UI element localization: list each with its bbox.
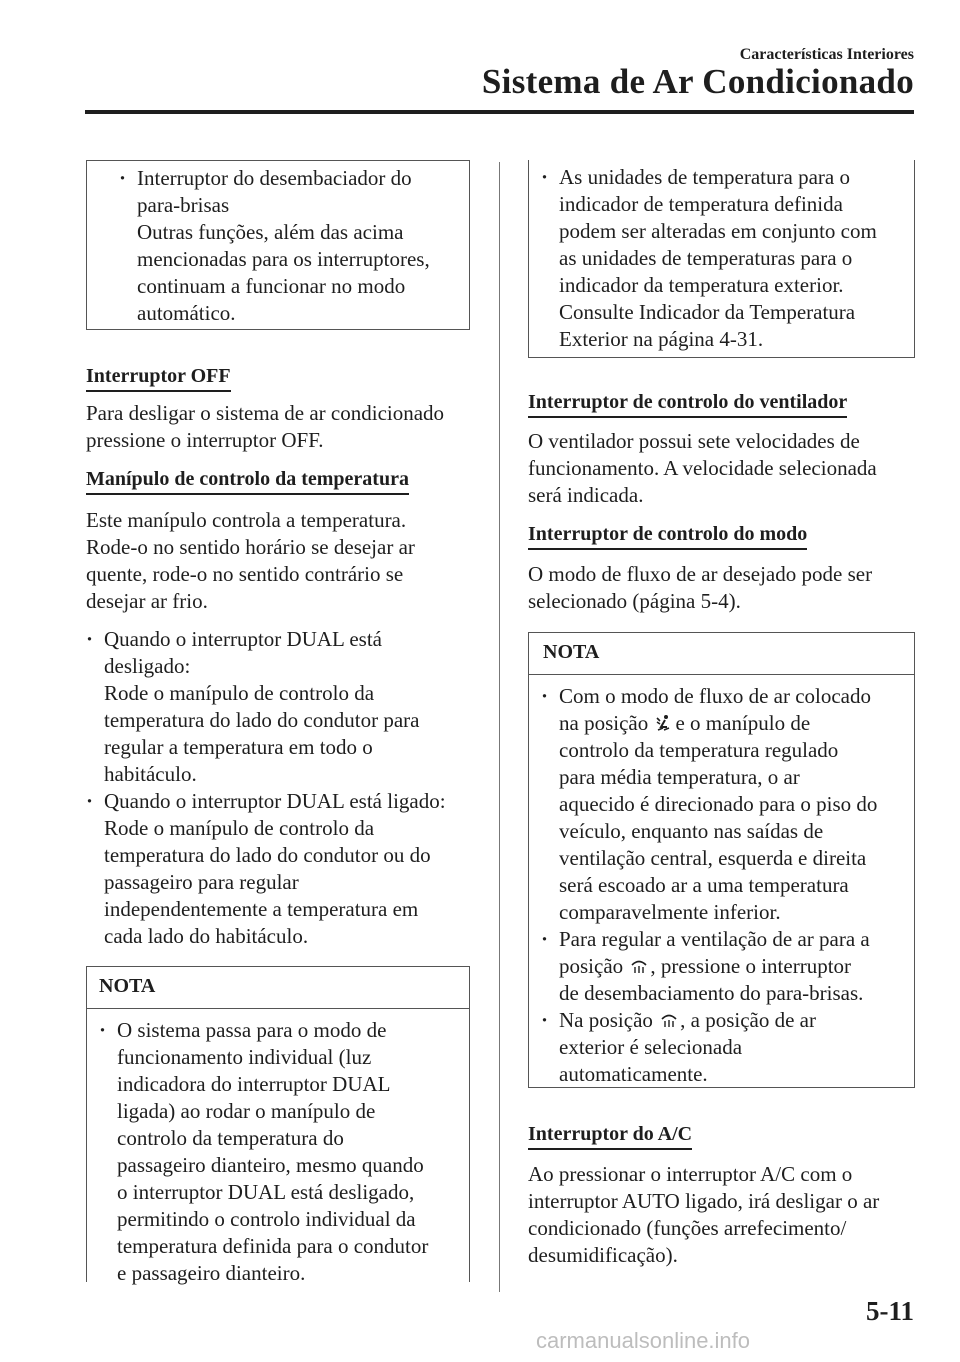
- text-line: O modo de fluxo de ar desejado pode ser: [528, 562, 873, 586]
- text-line: desligado:: [104, 654, 191, 678]
- text-line: continuam a funcionar no modo: [137, 274, 406, 298]
- text-line: temperatura do lado do condutor para: [104, 708, 420, 732]
- text-line: permitindo o controlo individual da: [117, 1207, 416, 1231]
- text-line: Rode o manípulo de controlo da: [104, 816, 375, 840]
- note-bullet: [97, 1017, 469, 1287]
- text-line: podem ser alteradas em conjunto com: [559, 219, 877, 243]
- text-line: [559, 953, 914, 980]
- text-line: Consulte Indicador da Temperatura: [559, 300, 856, 324]
- text-line: ligada) ao rodar o manípulo de: [117, 1099, 376, 1123]
- text-line: independentemente a temperatura em: [104, 897, 419, 921]
- header-rule: [85, 110, 914, 114]
- note-bullet: [117, 165, 461, 192]
- text-line: automático.: [137, 301, 236, 325]
- text-line: desejar ar frio.: [86, 589, 208, 613]
- note-title: NOTA: [543, 641, 600, 663]
- text-line: pressione o interruptor OFF.: [86, 428, 324, 452]
- text-line: automaticamente.: [559, 1062, 708, 1086]
- temperature-bullets: [84, 626, 484, 950]
- text-line: regular a temperatura em todo o: [104, 735, 373, 759]
- text-line: Este manípulo controla a temperatura.: [86, 508, 407, 532]
- text-fragment: e o manípulo de: [675, 711, 811, 735]
- text-line: exterior é selecionada: [559, 1035, 743, 1059]
- text-line: · As unidades de temperatura para o: [559, 165, 850, 189]
- text-line: Para desligar o sistema de ar condicionado: [86, 401, 445, 425]
- text-line: temperatura definida para o condutor: [117, 1234, 429, 1258]
- text-line: as unidades de temperaturas para o: [559, 246, 853, 270]
- text-line: Rode-o no sentido horário se desejar ar: [86, 535, 415, 559]
- text-line: desumidificação).: [528, 1243, 678, 1267]
- text-line: e passageiro dianteiro.: [117, 1261, 306, 1285]
- text-fragment: , a posição de ar: [680, 1008, 816, 1032]
- text-line: quente, rode-o no sentido contrário se: [86, 562, 404, 586]
- page-number: 5-11: [865, 1296, 914, 1326]
- text-line: de desembaciamento do para-brisas.: [559, 981, 864, 1005]
- note-bullet: [539, 1007, 914, 1088]
- text-line: para média temperatura, o ar: [559, 765, 800, 789]
- text-line: · Quando o interruptor DUAL está: [104, 627, 382, 651]
- note-box-right: [528, 632, 915, 1088]
- text-line: [559, 1007, 914, 1034]
- text-line: interruptor AUTO ligado, irá desligar o ar: [528, 1189, 880, 1213]
- text-line: comparavelmente inferior.: [559, 900, 781, 924]
- page-title: Sistema de Ar Condicionado: [481, 62, 914, 101]
- note-title: NOTA: [99, 975, 156, 997]
- text-fragment: posição: [559, 954, 624, 978]
- text-line: Exterior na página 4-31.: [559, 327, 764, 351]
- text-line: indicadora do interruptor DUAL: [117, 1072, 391, 1096]
- text-line: [559, 710, 914, 737]
- text-line: temperatura do lado do condutor ou do: [104, 843, 431, 867]
- text-line: · Interruptor do desembaciador do: [137, 166, 412, 190]
- text-line: será indicada.: [528, 483, 644, 507]
- windshield-defrost-icon: [630, 957, 648, 975]
- text-line: o interruptor DUAL está desligado,: [117, 1180, 415, 1204]
- bullet-dual-on: [84, 788, 484, 950]
- text-line: para-brisas: [137, 193, 230, 217]
- continued-note-box: [86, 160, 470, 330]
- note-bullet: [539, 683, 914, 926]
- text-line: ventilação central, esquerda e direita: [559, 846, 867, 870]
- text-line: Rode o manípulo de controlo da: [104, 681, 375, 705]
- mode-paragraph: [528, 561, 872, 615]
- text-fragment: , pressione o interruptor: [650, 954, 852, 978]
- note-bullet: [539, 164, 908, 353]
- fan-paragraph: [528, 428, 877, 509]
- text-line: O ventilador possui sete velocidades de: [528, 429, 860, 453]
- text-line: mencionadas para os interruptores,: [137, 247, 430, 271]
- text-line: controlo da temperatura regulado: [559, 738, 839, 762]
- section-label: Características Interiores: [739, 46, 914, 63]
- text-line: · Para regular a ventilação de ar para a: [559, 927, 870, 951]
- text-line: passageiro dianteiro, mesmo quando: [117, 1153, 424, 1177]
- text-line: aquecido é direcionado para o piso do: [559, 792, 878, 816]
- heading-temperature: Manípulo de controlo da temperatura: [86, 467, 409, 495]
- text-line: condicionado (funções arrefecimento/: [528, 1216, 847, 1240]
- text-line: indicador de temperatura definida: [559, 192, 843, 216]
- text-line: · Quando o interruptor DUAL está ligado:: [104, 789, 446, 813]
- text-line: selecionado (página 5-4).: [528, 589, 741, 613]
- column-divider: [499, 162, 500, 1292]
- heading-mode: Interruptor de controlo do modo: [528, 522, 807, 550]
- text-line: cada lado do habitáculo.: [104, 924, 309, 948]
- text-line: funcionamento. A velocidade selecionada: [528, 456, 877, 480]
- note-box-left: [86, 966, 470, 1285]
- ac-paragraph: [528, 1161, 879, 1269]
- text-line: indicador da temperatura exterior.: [559, 273, 844, 297]
- note-bullet: [539, 926, 914, 1007]
- text-fragment: na posição: [559, 711, 649, 735]
- text-line: passageiro para regular: [104, 870, 299, 894]
- off-paragraph: [86, 400, 444, 454]
- text-line: Ao pressionar o interruptor A/C com o: [528, 1162, 853, 1186]
- text-line: será escoado ar a uma temperatura: [559, 873, 849, 897]
- heading-fan: Interruptor de controlo do ventilador: [528, 390, 847, 418]
- units-note-box: [528, 160, 915, 358]
- text-fragment: Na posição: [559, 1008, 653, 1032]
- text-line: controlo da temperatura do: [117, 1126, 344, 1150]
- heading-ac: Interruptor do A/C: [528, 1122, 692, 1150]
- text-line: veículo, enquanto nas saídas de: [559, 819, 824, 843]
- text-line: habitáculo.: [104, 762, 197, 786]
- watermark: carmanualsonline.info: [536, 1328, 751, 1353]
- text-line: funcionamento individual (luz: [117, 1045, 372, 1069]
- text-line: Outras funções, além das acima: [137, 220, 404, 244]
- floor-defrost-mode-icon: [655, 714, 673, 732]
- text-line: · Com o modo de fluxo de ar colocado: [559, 684, 872, 708]
- temperature-paragraph: [86, 507, 415, 615]
- text-line: · O sistema passa para o modo de: [117, 1018, 387, 1042]
- windshield-defrost-icon: [660, 1011, 678, 1029]
- heading-off: Interruptor OFF: [86, 364, 231, 392]
- bullet-dual-off: [84, 626, 484, 788]
